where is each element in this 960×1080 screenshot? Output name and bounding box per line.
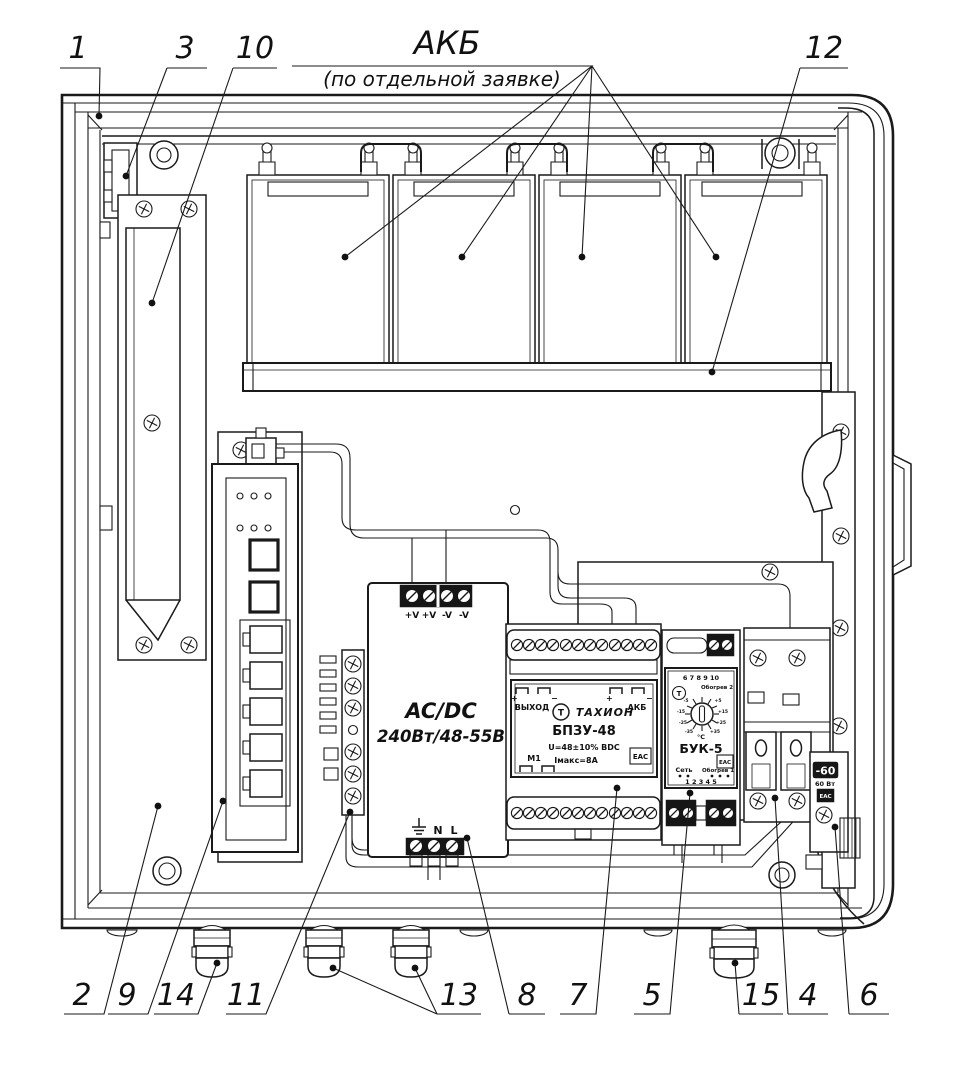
ethernet-switch bbox=[212, 428, 298, 852]
svg-text:+15: +15 bbox=[717, 710, 729, 715]
gland-plug bbox=[644, 930, 672, 936]
cable-grommet-bottom-left bbox=[153, 857, 181, 885]
cable-gland-13b bbox=[391, 926, 431, 978]
bpzu-model: БПЗУ-48 bbox=[552, 724, 616, 739]
svg-text:-15: -15 bbox=[676, 710, 686, 715]
cable-grommet-top-right bbox=[762, 138, 799, 169]
din-rail-panel bbox=[126, 228, 180, 640]
polarity-plus: + bbox=[606, 694, 613, 703]
psu-top-terminals bbox=[400, 585, 472, 621]
callout-2: 2 bbox=[72, 978, 92, 1013]
bpzu-voltage: U=48±10% ВDC bbox=[548, 743, 620, 752]
buk-net-label: Сеть bbox=[675, 766, 693, 774]
gland-plug bbox=[107, 930, 137, 936]
svg-text:+35: +35 bbox=[709, 730, 721, 735]
callout-14: 14 bbox=[156, 978, 196, 1013]
breaker-toggle bbox=[783, 694, 799, 705]
heater-power: 60 Вт bbox=[814, 780, 836, 788]
cable-grommet-top-left bbox=[150, 141, 178, 169]
callout-12: 12 bbox=[804, 31, 844, 66]
callout-11: 11 bbox=[226, 978, 266, 1013]
bpzu-battery-label: АКБ bbox=[627, 703, 647, 712]
svg-text:+25: +25 bbox=[715, 721, 727, 726]
psu-terminal-label: +V bbox=[404, 611, 420, 621]
akb-note: (по отдельной заявке) bbox=[323, 67, 561, 91]
svg-text:-25: -25 bbox=[678, 721, 688, 726]
psu-power-rating: 240Вт/48-55В bbox=[377, 727, 505, 746]
battery-2 bbox=[393, 175, 535, 387]
bpzu-label-panel bbox=[511, 680, 657, 777]
battery-4 bbox=[685, 175, 827, 387]
buk-heat1-label: Обогрев 1 bbox=[701, 768, 735, 774]
cable-gland-13a bbox=[304, 926, 344, 978]
bpzu-module bbox=[506, 624, 661, 840]
bpzu-output-label: ВЫХОД bbox=[514, 703, 550, 712]
eac-mark bbox=[817, 789, 834, 802]
psu-terminal-label: +V bbox=[421, 611, 437, 621]
buk-heat2-label: Обогрев 2 bbox=[700, 685, 734, 691]
svg-text:EAC: EAC bbox=[718, 760, 732, 766]
callout-6: 6 bbox=[859, 978, 879, 1013]
buk-bottom-pin-numbers: 1 2 3 4 5 bbox=[685, 778, 717, 786]
callout-15: 15 bbox=[741, 978, 781, 1013]
svg-text:+5: +5 bbox=[714, 699, 722, 704]
dial-units: °С bbox=[696, 733, 706, 741]
battery-terminals bbox=[259, 143, 820, 175]
gland-plug bbox=[460, 930, 488, 936]
battery-1 bbox=[247, 175, 389, 387]
battery-3 bbox=[539, 175, 681, 387]
callout-5: 5 bbox=[642, 978, 662, 1013]
buk-module bbox=[662, 630, 740, 845]
callout-10: 10 bbox=[235, 31, 275, 66]
polarity-minus: − bbox=[646, 694, 653, 703]
akb-callout bbox=[323, 24, 561, 91]
buk-label-panel bbox=[665, 668, 737, 788]
polarity-minus: − bbox=[551, 694, 558, 703]
panel-hole bbox=[511, 506, 520, 515]
svg-text:Т: Т bbox=[676, 690, 682, 698]
battery-retainer-bar bbox=[243, 363, 831, 391]
svg-text:EAC: EAC bbox=[632, 753, 649, 761]
psu-terminal-label: -V bbox=[441, 611, 453, 621]
brand-name: ТАХИОН bbox=[575, 706, 635, 719]
psu-module bbox=[368, 583, 522, 866]
gland-plug bbox=[818, 930, 846, 936]
left-mount-plate bbox=[118, 195, 206, 660]
callout-3: 3 bbox=[175, 31, 195, 66]
callout-9: 9 bbox=[117, 978, 137, 1013]
terminal-bus bbox=[320, 650, 364, 815]
cable-grommet-bottom-right bbox=[769, 862, 795, 888]
buk-model: БУК-5 bbox=[679, 741, 723, 756]
svg-text:EAC: EAC bbox=[819, 794, 832, 800]
akb-title: АКБ bbox=[413, 24, 481, 62]
buk-top-pin-numbers: 6 7 8 9 10 bbox=[682, 674, 720, 682]
svg-text:-35: -35 bbox=[684, 730, 694, 735]
callout-1: 1 bbox=[68, 31, 88, 66]
psu-name: AC/DC bbox=[405, 699, 477, 723]
door-handle bbox=[893, 455, 911, 575]
callout-7: 7 bbox=[568, 978, 588, 1013]
callout-8: 8 bbox=[517, 978, 537, 1013]
svg-text:-5: -5 bbox=[683, 699, 689, 704]
callout-13: 13 bbox=[439, 978, 479, 1013]
cable-gland-15 bbox=[710, 925, 758, 978]
psu-terminal-label: -V bbox=[458, 611, 470, 621]
psu-neutral-label: N bbox=[433, 824, 443, 837]
bpzu-current: Iмакс=8А bbox=[554, 756, 598, 765]
psu-line-label: L bbox=[450, 824, 458, 837]
heater-model: -60 bbox=[815, 764, 836, 778]
polarity-plus: + bbox=[511, 694, 518, 703]
svg-text:Т: Т bbox=[557, 708, 565, 719]
cable-gland-14 bbox=[192, 926, 232, 978]
callout-4: 4 bbox=[798, 978, 818, 1013]
bpzu-m1-label: М1 bbox=[527, 754, 541, 763]
breaker-toggle bbox=[748, 692, 764, 703]
